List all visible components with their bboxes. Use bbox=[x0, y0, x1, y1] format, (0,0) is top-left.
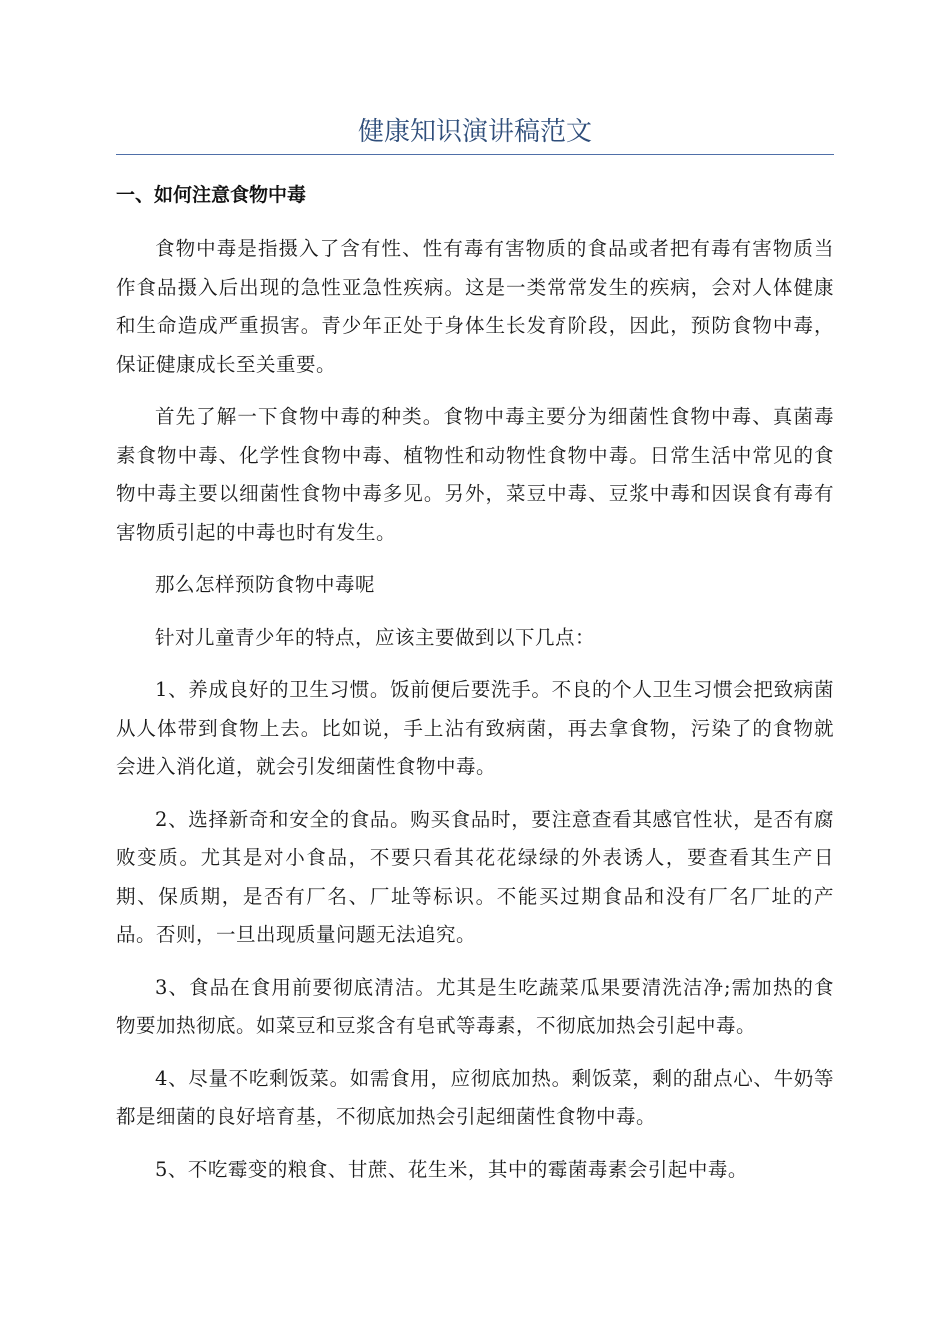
paragraph-types: 首先了解一下食物中毒的种类。食物中毒主要分为细菌性食物中毒、真菌毒素食物中毒、化学性食物中毒、植物性和动物性食物中毒。日常生活中常见的食物中毒主要以细菌性食物中毒多见。另外，菜豆中毒、豆浆中毒和因误食有毒有害物质引起的中毒也时有发生。 bbox=[116, 405, 834, 544]
paragraph-point-3: 3、食品在食用前要彻底清洁。尤其是生吃蔬菜瓜果要清洗洁净;需加热的食物要加热彻底。如菜豆和豆浆含有皂甙等毒素，不彻底加热会引起中毒。 bbox=[116, 975, 834, 1037]
paragraph-point-5: 5、不吃霉变的粮食、甘蔗、花生米，其中的霉菌毒素会引起中毒。 bbox=[155, 1157, 748, 1181]
title-underline bbox=[116, 154, 834, 155]
paragraph-point-1: 1、养成良好的卫生习惯。饭前便后要洗手。不良的个人卫生习惯会把致病菌从人体带到食物上去。比如说，手上沾有致病菌，再去拿食物，污染了的食物就会进入消化道，就会引发细菌性食物中毒。 bbox=[116, 678, 834, 778]
paragraph-point-2: 2、选择新奇和安全的食品。购买食品时，要注意查看其感官性状，是否有腐败变质。尤其是对小食品，不要只看其花花绿绿的外表诱人，要查看其生产日期、保质期，是否有厂名、厂址等标识。不能买过期食品和没有厂名厂址的产品。否则，一旦出现质量问题无法追究。 bbox=[116, 807, 834, 946]
paragraph-question: 那么怎样预防食物中毒呢 bbox=[155, 573, 376, 596]
document-body bbox=[116, 230, 834, 1203]
paragraph-point-4: 4、尽量不吃剩饭菜。如需食用，应彻底加热。剩饭菜，剩的甜点心、牛奶等都是细菌的良好培育基，不彻底加热会引起细菌性食物中毒。 bbox=[116, 1066, 834, 1128]
document-title: 健康知识演讲稿范文 bbox=[357, 117, 592, 147]
paragraph-points-intro: 针对儿童青少年的特点，应该主要做到以下几点： bbox=[155, 625, 596, 649]
paragraph-intro: 食物中毒是指摄入了含有性、性有毒有害物质的食品或者把有毒有害物质当作食品摄入后出现的急性亚急性疾病。这是一类常常发生的疾病，会对人体健康和生命造成严重损害。青少年正处于身体生长发育阶段，因此，预防食物中毒，保证健康成长至关重要。 bbox=[116, 237, 834, 376]
section-heading: 一、如何注意食物中毒 bbox=[116, 184, 307, 206]
